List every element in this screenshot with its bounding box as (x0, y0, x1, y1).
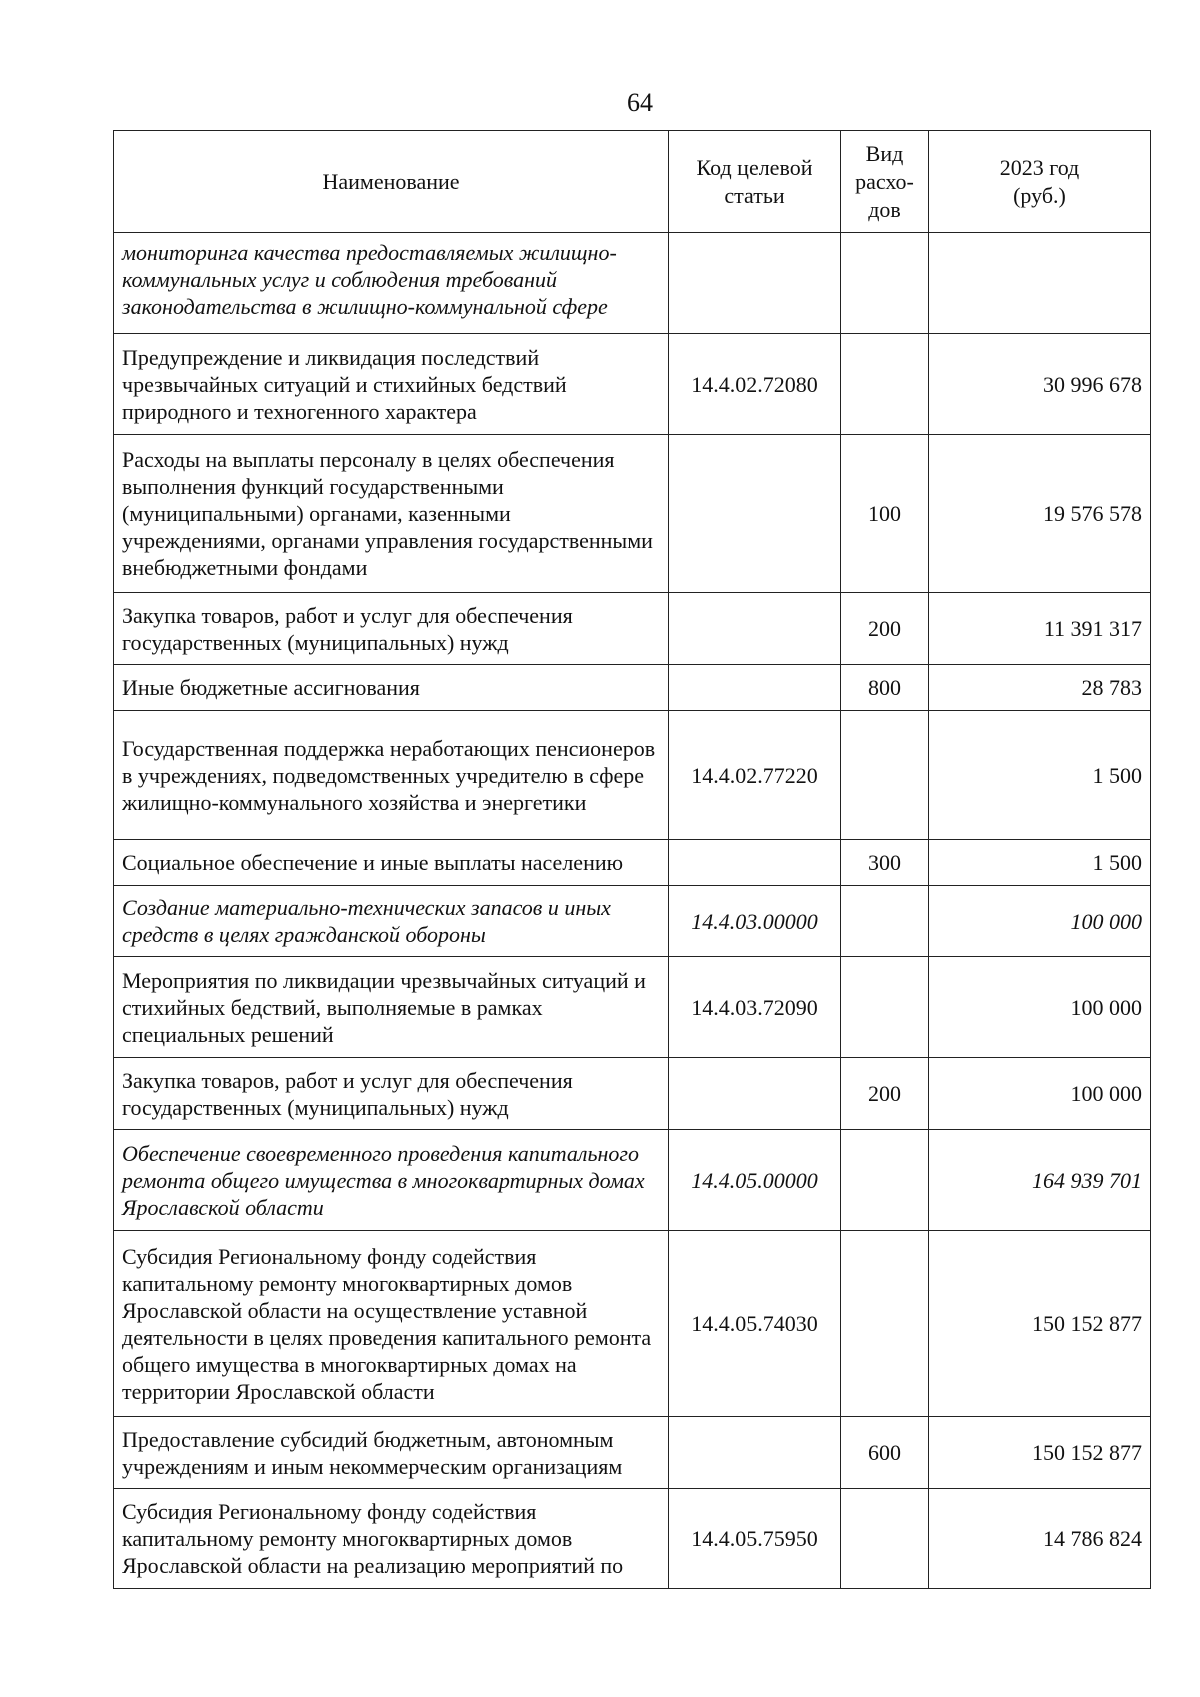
row-name-cell: Закупка товаров, работ и услуг для обеспечения государственных (муниципальных) нужд (114, 1058, 669, 1130)
row-amount-cell: 30 996 678 (929, 334, 1151, 435)
row-type-cell: 600 (841, 1417, 929, 1489)
row-code-cell (669, 233, 841, 334)
table-row (114, 1058, 1151, 1130)
table-row (114, 886, 1151, 957)
row-type-cell: 100 (841, 435, 929, 593)
row-amount-cell: 19 576 578 (929, 435, 1151, 593)
row-code-cell: 14.4.05.74030 (669, 1231, 841, 1417)
row-type-cell (841, 1489, 929, 1589)
row-code-cell: 14.4.03.72090 (669, 957, 841, 1058)
budget-table (113, 130, 1151, 1589)
row-code-cell (669, 665, 841, 711)
row-name-cell: Расходы на выплаты персоналу в целях обеспечения выполнения функций государственными (муниципальными) органами, казенными учреждениями, органами управления государственными внебюджетными фондами (114, 435, 669, 593)
row-type-cell (841, 1130, 929, 1231)
row-type-cell (841, 334, 929, 435)
row-amount-cell: 11 391 317 (929, 593, 1151, 665)
row-code-cell (669, 1417, 841, 1489)
row-name-cell: Иные бюджетные ассигнования (114, 665, 669, 711)
row-name-cell: Мероприятия по ликвидации чрезвычайных ситуаций и стихийных бедствий, выполняемые в рамках специальных решений (114, 957, 669, 1058)
row-name-cell: Государственная поддержка неработающих пенсионеров в учреждениях, подведомственных учредителю в сфере жилищно-коммунального хозяйства и энергетики (114, 711, 669, 840)
header-name: Наименование (114, 131, 669, 233)
row-name-cell: Создание материально-технических запасов и иных средств в целях гражданской обороны (114, 886, 669, 957)
row-amount-cell: 28 783 (929, 665, 1151, 711)
row-amount-cell (929, 233, 1151, 334)
row-name-cell: Обеспечение своевременного проведения капитального ремонта общего имущества в многоквартирных домах Ярославской области (114, 1130, 669, 1231)
table-row (114, 233, 1151, 334)
row-type-cell (841, 1231, 929, 1417)
row-code-cell (669, 593, 841, 665)
table-body (114, 233, 1151, 1589)
table-row (114, 435, 1151, 593)
table-row (114, 1489, 1151, 1589)
row-code-cell: 14.4.02.72080 (669, 334, 841, 435)
row-amount-cell: 150 152 877 (929, 1417, 1151, 1489)
row-amount-cell: 100 000 (929, 886, 1151, 957)
table-row (114, 593, 1151, 665)
table-row (114, 711, 1151, 840)
row-type-cell: 800 (841, 665, 929, 711)
row-name-cell: мониторинга качества предоставляемых жилищно-коммунальных услуг и соблюдения требований законодательства в жилищно-коммунальной сфере (114, 233, 669, 334)
row-code-cell: 14.4.05.75950 (669, 1489, 841, 1589)
table-row (114, 665, 1151, 711)
row-amount-cell: 100 000 (929, 1058, 1151, 1130)
row-type-cell: 200 (841, 593, 929, 665)
row-name-cell: Субсидия Региональному фонду содействия капитальному ремонту многоквартирных домов Ярославской области на реализацию мероприятий по (114, 1489, 669, 1589)
row-type-cell (841, 886, 929, 957)
row-type-cell: 200 (841, 1058, 929, 1130)
row-code-cell: 14.4.05.00000 (669, 1130, 841, 1231)
table-row (114, 1417, 1151, 1489)
row-type-cell (841, 233, 929, 334)
row-code-cell (669, 435, 841, 593)
row-code-cell: 14.4.02.77220 (669, 711, 841, 840)
row-name-cell: Социальное обеспечение и иные выплаты населению (114, 840, 669, 886)
table-row (114, 840, 1151, 886)
row-amount-cell: 150 152 877 (929, 1231, 1151, 1417)
row-code-cell (669, 840, 841, 886)
row-name-cell: Закупка товаров, работ и услуг для обеспечения государственных (муниципальных) нужд (114, 593, 669, 665)
table-row (114, 334, 1151, 435)
row-amount-cell: 1 500 (929, 711, 1151, 840)
table-row (114, 1231, 1151, 1417)
row-name-cell: Субсидия Региональному фонду содействия капитальному ремонту многоквартирных домов Ярославской области на осуществление уставной деятельности в целях проведения капитального ремонта общего имущества в многоквартирных домах на территории Ярославской области (114, 1231, 669, 1417)
page-number: 64 (627, 88, 653, 117)
row-name-cell: Предоставление субсидий бюджетным, автономным учреждениям и иным некоммерческим организациям (114, 1417, 669, 1489)
table-row (114, 1130, 1151, 1231)
row-amount-cell: 14 786 824 (929, 1489, 1151, 1589)
row-type-cell: 300 (841, 840, 929, 886)
row-type-cell (841, 957, 929, 1058)
row-amount-cell: 164 939 701 (929, 1130, 1151, 1231)
header-code: Код целевой статьи (669, 131, 841, 233)
row-code-cell: 14.4.03.00000 (669, 886, 841, 957)
header-amount: 2023 год (руб.) (929, 131, 1151, 233)
row-name-cell: Предупреждение и ликвидация последствий чрезвычайных ситуаций и стихийных бедствий природного и техногенного характера (114, 334, 669, 435)
header-type: Вид расхо-дов (841, 131, 929, 233)
row-amount-cell: 100 000 (929, 957, 1151, 1058)
row-type-cell (841, 711, 929, 840)
table-header-row (114, 131, 1151, 233)
row-amount-cell: 1 500 (929, 840, 1151, 886)
table-row (114, 957, 1151, 1058)
row-code-cell (669, 1058, 841, 1130)
